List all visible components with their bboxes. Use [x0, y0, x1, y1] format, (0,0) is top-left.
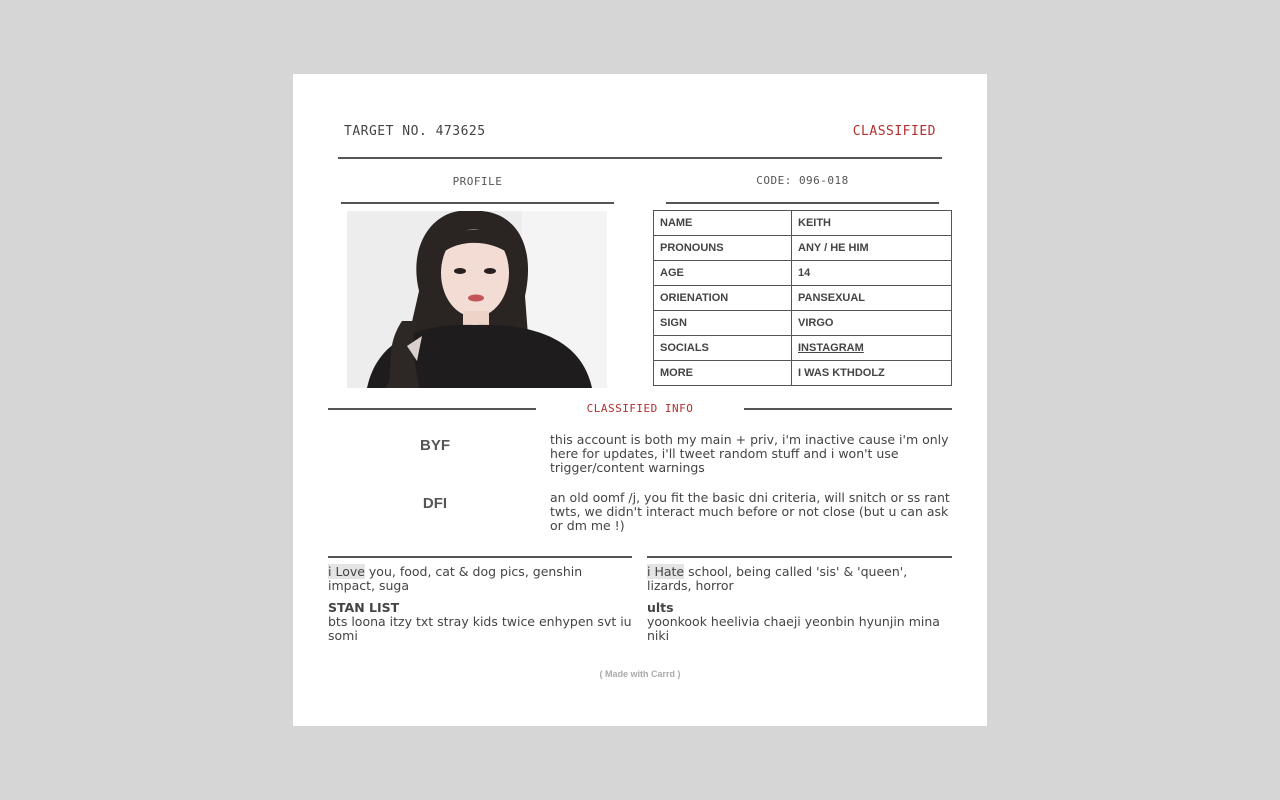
- hate-text: school, being called 'sis' & 'queen', lizards, horror: [647, 564, 908, 593]
- dfi-label: DFI: [422, 495, 448, 512]
- made-with-carrd-link[interactable]: ( Made with Carrd ): [599, 669, 681, 679]
- byf-label: BYF: [420, 437, 450, 454]
- info-value: ANY / HE HIM: [792, 236, 952, 261]
- profile-photo: [347, 211, 607, 388]
- info-value: I WAS KTHDOLZ: [792, 361, 952, 386]
- info-value: PANSEXUAL: [792, 286, 952, 311]
- profile-title: PROFILE: [452, 175, 503, 188]
- info-row: [654, 236, 952, 261]
- profile-card: [293, 74, 987, 726]
- stan-label: STAN LIST: [328, 600, 400, 615]
- info-key: SIGN: [654, 311, 792, 336]
- header-divider: [338, 157, 942, 159]
- info-key: NAME: [654, 211, 792, 236]
- info-row: [654, 211, 952, 236]
- info-value: 14: [792, 261, 952, 286]
- stan-section: [328, 601, 632, 643]
- ults-label: ults: [647, 600, 674, 615]
- info-key: SOCIALS: [654, 336, 792, 361]
- love-divider: [328, 556, 632, 558]
- hate-divider: [647, 556, 952, 558]
- instagram-link[interactable]: INSTAGRAM: [798, 342, 864, 354]
- info-value: VIRGO: [792, 311, 952, 336]
- ults-text: yoonkook heelivia chaeji yeonbin hyunjin mina niki: [647, 614, 940, 643]
- love-section: [328, 565, 632, 593]
- info-key: PRONOUNS: [654, 236, 792, 261]
- love-text: you, food, cat & dog pics, genshin impact, suga: [328, 564, 583, 593]
- info-row: [654, 311, 952, 336]
- info-key: ORIENATION: [654, 286, 792, 311]
- info-row: [654, 261, 952, 286]
- info-row: [654, 361, 952, 386]
- love-label: i Love: [328, 564, 365, 579]
- classified-stamp: CLASSIFIED: [852, 124, 936, 139]
- target-number: TARGET NO. 473625: [344, 124, 486, 139]
- byf-text: this account is both my main + priv, i'm inactive cause i'm only here for updates, i'll tweet random stuff and i won't use trigger/content warnings: [550, 432, 949, 475]
- profile-divider: [341, 202, 614, 204]
- info-row: [654, 336, 952, 361]
- hate-label: i Hate: [647, 564, 685, 579]
- info-table: [653, 210, 952, 386]
- code-divider: [666, 202, 939, 204]
- info-value: KEITH: [792, 211, 952, 236]
- code-label: CODE: 096-018: [756, 174, 849, 187]
- classified-divider-right: [744, 408, 952, 410]
- info-key: MORE: [654, 361, 792, 386]
- info-value: [792, 336, 952, 361]
- info-key: AGE: [654, 261, 792, 286]
- dfi-text: an old oomf /j, you fit the basic dni criteria, will snitch or ss rant twts, we didn't interact much before or not close (but u can ask or dm me !): [550, 490, 950, 533]
- hate-section: [647, 565, 951, 593]
- stan-text: bts loona itzy txt stray kids twice enhypen svt iu somi: [328, 614, 632, 643]
- classified-info-title: CLASSIFIED INFO: [586, 402, 694, 415]
- ults-section: [647, 601, 951, 643]
- info-row: [654, 286, 952, 311]
